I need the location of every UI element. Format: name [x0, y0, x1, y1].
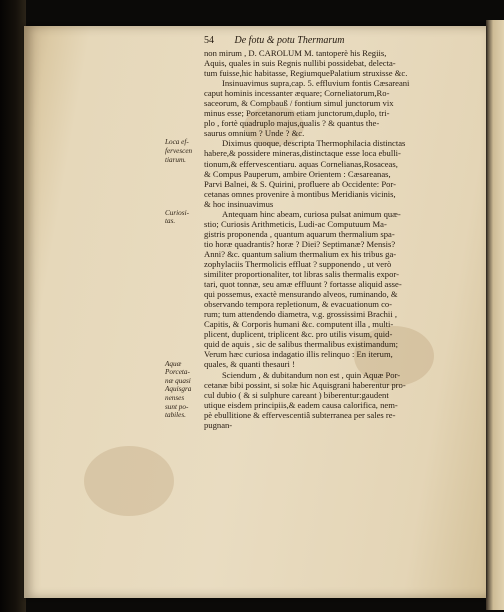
marginal-note — [165, 360, 205, 420]
running-header — [204, 35, 474, 49]
text-line: similiter proportionaliter, tot libras salis thermalis expor- — [204, 269, 399, 280]
marginal-note-line: Aquisgra — [165, 385, 192, 394]
marginal-note-line: Porceta- — [165, 368, 190, 377]
text-line: non mirum , D. CAROLUM M. tantoperè his Regiis, — [204, 48, 387, 58]
text-line: Aquis, quales in suis Regnis nullibi possidebat, delecta- — [204, 58, 396, 69]
foxing-stain — [84, 446, 174, 516]
text-line: zophylaciis Thermolicis effluat ? supponendo , ut verò — [204, 258, 392, 269]
marginal-note-line: næ quasi — [165, 376, 191, 385]
text-line: gistris proponenda , quantum aquarum thermalium spa- — [204, 228, 395, 239]
body-text — [204, 48, 476, 430]
text-line: cetanas omnes provenire à montibus Meridianis vicinis, — [204, 188, 396, 199]
running-title: De fotu & potu Thermarum — [234, 35, 345, 46]
text-line: quales, & quanti thesauri ! — [204, 359, 295, 370]
text-line: caput hominis incessanter æquare; Corneliatorum,Ro- — [204, 88, 390, 99]
facing-page-edge — [486, 20, 504, 610]
text-line: plicent, duplicent, triplicent &c. pro utilis visum, quid- — [204, 329, 393, 340]
text-line: Insinuavimus supra,cap. 5. effluvium fontis Cæsareani — [222, 78, 410, 89]
marginal-note-line: fervescen — [165, 147, 193, 156]
text-line: & Compus Pauperum, ambire Orientem : Cæsareanas, — [204, 168, 391, 179]
marginal-note — [165, 209, 205, 226]
text-line: Sciendum , & dubitandum non est , quin Aquæ Por- — [222, 369, 401, 380]
text-line: utique eisdem principiis,& eadem causa calorifica, nem- — [204, 399, 398, 410]
text-line: pè ebullitione & effervescentiâ subterranea per sales re- — [204, 409, 396, 420]
text-line: cul dubio ( & si sulphure careant ) biberentur:gaudent — [204, 389, 389, 400]
text-line: stio; Curiosis Arithmeticis, Ludi-ac Computuum Ma- — [204, 218, 387, 229]
marginal-note-line: Curiosi- — [165, 208, 189, 217]
text-line: Antequam hinc abeam, curiosa pulsat animum quæ- — [222, 208, 401, 219]
text-line: tari, quot tonnæ, seu amæ effluunt ? fortasse aliquid asse- — [204, 279, 402, 290]
text-line: & hoc insinuavimus — [204, 198, 274, 209]
book-binding-edge — [0, 0, 26, 612]
marginal-note-line: Aquæ — [165, 359, 182, 368]
text-line: cetanæ bibi possint, si solæ hic Aquisgrani haberentur pro- — [204, 379, 406, 390]
text-line: tum fuisse,hic habitasse, RegiumquePalatium struxisse &c. — [204, 68, 408, 79]
text-line: Capitis, & Corporis humani &c. computent illa , multi- — [204, 319, 394, 330]
text-line: saceorum, & Compbauß / fontium simul junctorum vix — [204, 98, 394, 109]
marginal-note-line: sunt po- — [165, 402, 189, 411]
text-line: tionum,& effervescentiaru. aquas Cornelianas,Rosaceas, — [204, 158, 398, 169]
marginal-note-line: Loca ef- — [165, 138, 189, 147]
marginal-note-line: tas. — [165, 217, 176, 226]
text-line: habere,& possidere mineras,distinctaque esse loca ebulli- — [204, 148, 401, 159]
text-line: rum; tum attendendo diametra, v.g. grossissimi Brachii , — [204, 309, 398, 320]
text-line: Anni? &c. quantum salium thermalium ex his tribus ga- — [204, 248, 397, 259]
text-line: tio horæ quadrantis? horæ ? Diei? Septimanæ? Mensis? — [204, 238, 396, 249]
text-line: minus esse; Porcetanorum etiam junctorum,duplo, tri- — [204, 108, 390, 119]
text-line: quid de aquis , sic de salibus thermalibus existimandum; — [204, 339, 399, 350]
marginal-note-line: tabiles. — [165, 411, 186, 420]
text-line: saurus omnium ? Unde ? &c. — [204, 128, 305, 139]
text-line: Diximus quoque, descripta Thermophilacia distinctas — [222, 138, 406, 149]
text-line: plo , fortè quadruplo majus,qualis ? & quantus the- — [204, 118, 380, 129]
text-line: pugnan- — [204, 419, 233, 430]
text-line: Verum hæc curiosa indagatio illis relinquo : En iterum, — [204, 349, 393, 360]
marginal-note-line: tiarum. — [165, 155, 186, 164]
text-line: qui possemus, exactè mensurando alveos, ruminando, & — [204, 289, 398, 300]
marginal-note — [165, 138, 205, 164]
marginal-note-line: nenses — [165, 393, 185, 402]
text-line: observando tempora repletionum, & evacuationum co- — [204, 299, 393, 310]
text-line: Parvi Balnei, & S. Quirini, profluere ab Occidente: Por- — [204, 178, 396, 189]
page-number: 54 — [204, 35, 214, 46]
